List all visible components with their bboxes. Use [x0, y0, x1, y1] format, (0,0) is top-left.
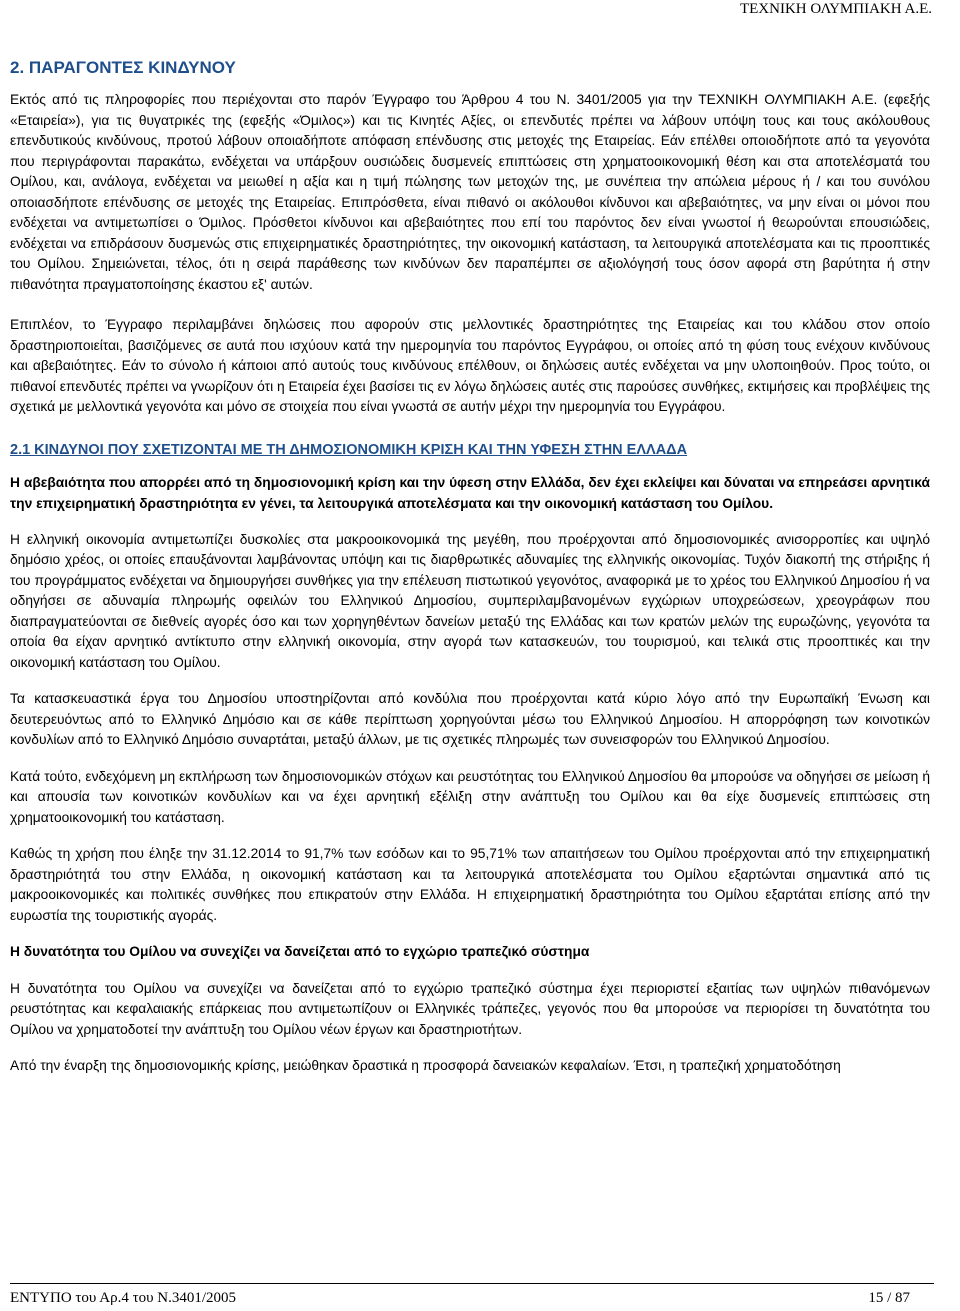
- bold-heading: Η δυνατότητα του Ομίλου να συνεχίζει να δανείζεται από το εγχώριο τραπεζικό σύστημα: [10, 944, 590, 959]
- paragraph: Η δυνατότητα του Ομίλου να συνεχίζει να δανείζεται από το εγχώριο τραπεζικό σύστημα έχει περιοριστεί εξαιτίας των υψηλών πιθανόμενων ρευστότητας και κεφαλαιακής επάρκειας που αντιμετωπίζουν οι Ελληνικές τράπεζες, γεγονός που θα μπορούσε να περιορίσει τη δυνατότητα του Ομίλου να χρηματοδοτεί την ανάπτυξη του Ομίλου νέων έργων και δραστηριοτήτων.: [10, 980, 930, 1037]
- paragraph: Από την έναρξη της δημοσιονομικής κρίσης, μειώθηκαν δραστικά η προσφορά δανειακών κεφαλαίων. Έτσι, η τραπεζική χρηματοδότηση: [10, 1058, 841, 1073]
- subsection-title: 2.1 ΚΙΝΔΥΝΟΙ ΠΟΥ ΣΧΕΤΙΖΟΝΤΑΙ ΜΕ ΤΗ ΔΗΜΟΣΙΟΝΟΜΙΚΗ ΚΡΙΣΗ ΚΑΙ ΤΗΝ ΥΦΕΣΗ ΣΤΗΝ ΕΛΛΑΔΑ: [10, 441, 688, 458]
- section-title: 2. ΠΑΡΑΓΟΝΤΕΣ ΚΙΝΔΥΝΟΥ: [10, 58, 236, 77]
- paragraph: Η ελληνική οικονομία αντιμετωπίζει δυσκολίες στα μακροοικονομικά της μεγέθη, που προέρχονται από δημοσιονομικές ανισορροπίες και υψηλό δημόσιο χρέος, οι οποίες επαυξάνονται λαμβάνοντας υπόψη και τις διαρθρωτικές αδυναμίες της ελληνικής οικονομίας. Τυχόν διακοπή της στήριξης ή του προγράμματος ενδέχεται να δημιουργήσει συνθήκες για την επέλευση πιστωτικού γεγονότος, αναφορικά με το χρέος του Ελληνικού Δημοσίου ή να οδηγήσει σε αδυναμία πληρωμής οφειλών του Ελληνικού Δημοσίου, συμπεριλαμβανομένων εγχώριων υποχρεώσεων, χρεογράφων που διαπραγματεύονται σε διεθνείς αγορές όσο και των χορηγηθέντων δανείων μεταξύ της Ελλάδας και των κρατών μελών της ευρωζώνης, γεγονότα τα οποία θα είχαν αρνητικό αντίκτυπο στην ελληνική οικονομία, στην αγορά των κατασκευών, του τουρισμού, και τελικά στις προοπτικές και την οικονομική κατάσταση του Ομίλου.: [10, 531, 930, 670]
- intro-paragraph: Εκτός από τις πληροφορίες που περιέχονται στο παρόν Έγγραφο του Άρθρου 4 του Ν. 3401/2005 για την ΤΕΧΝΙΚΗ ΟΛΥΜΠΙΑΚΗ Α.Ε. (εφεξής «Εταιρεία»), για τις θυγατρικές της (εφεξής «Όμιλος») και τις Κινητές Αξίες, οι επενδυτές πρέπει να λάβουν υπόψη τους και τους ακόλουθους επενδυτικούς κινδύνους, προτού λάβουν οποιαδήποτε απόφαση επένδυσης στις μετοχές της Εταιρείας. Εάν επέλθει οποιοδήποτε από τα γεγονότα που περιγράφονται παρακάτω, ενδέχεται να υπάρξουν ουσιώδεις δυσμενείς επιπτώσεις στη χρηματοοικονομική θέση και στα αποτελέσματά του Ομίλου, και, ανάλογα, ενδέχεται να μειωθεί η αξία και η τιμή πώλησης των μετοχών της, με συνέπεια την απώλεια μέρους ή / και του συνόλου οποιασδήποτε επένδυσης σε μετοχές της Εταιρείας. Επιπρόσθετα, είναι πιθανό οι ακόλουθοι κίνδυνοι και αβεβαιότητες, να μην είναι οι μόνοι που ενδέχεται να αντιμετωπίσει ο Όμιλος. Πρόσθετοι κίνδυνοι και αβεβαιότητες που επί του παρόντος δεν είναι γνωστοί ή θεωρούνται επουσιώδεις, ενδέχεται να επιδράσουν δυσμενώς στις επιχειρηματικές δραστηριότητες, την οικονομική κατάσταση, τα λειτουργικά αποτελέσματα και τις προοπτικές του Ομίλου. Σημειώνεται, τέλος, ότι η σειρά παράθεσης των κινδύνων δεν παραπέμπει σε αξιολόγησή τους όσον αφορά στη βαρύτητα ή στην πιθανότητα πραγματοποίησης έκαστου εξ' αυτών.: [10, 92, 930, 292]
- paragraph: Κατά τούτο, ενδεχόμενη μη εκπλήρωση των δημοσιονομικών στόχων και ρευστότητας του Ελληνικού Δημοσίου θα μπορούσε να οδηγήσει σε μείωση ή και απουσία των κοινοτικών κονδυλίων και να έχει αρνητική εξέλιξη στην ανάπτυξη του Ομίλου και θα είχε δυσμενείς επιπτώσεις στη χρηματοοικονομική του κατάσταση.: [10, 768, 930, 825]
- paragraph: Τα κατασκευαστικά έργα του Δημοσίου υποστηρίζονται από κονδύλια που προέρχονται κατά κύριο λόγο από την Ευρωπαϊκή Ένωση και δευτερευόντως από το Ελληνικό Δημόσιο και σε κάθε περίπτωση χορηγούνται μέσω του Ελληνικού Δημοσίου. Η απορρόφηση των κοινοτικών κονδυλίων από το Ελληνικό Δημόσιο συναρτάται, μεταξύ άλλων, με τις σχετικές πληρωμές των συνεισφορών του Ελληνικού Δημοσίου.: [10, 691, 930, 747]
- running-header: ΤΕΧΝΙΚΗ ΟΛΥΜΠΙΑΚΗ Α.Ε.: [739, 1, 932, 17]
- footer-divider: [10, 1283, 934, 1284]
- page-number: 15 / 87: [868, 1290, 910, 1306]
- page-footer: [10, 1289, 910, 1307]
- footer-document-label: ΕΝΤΥΠΟ του Αρ.4 του Ν.3401/2005: [10, 1290, 237, 1306]
- forward-looking-paragraph: Επιπλέον, το Έγγραφο περιλαμβάνει δηλώσεις που αφορούν στις μελλοντικές δραστηριότητες της Εταιρείας και του κλάδου στον οποίο δραστηριοποιείται, βασιζόμενες σε αυτά που ισχύουν κατά την ημερομηνία του παρόντος Εγγράφου, οι οποίες από τη φύση τους ενέχουν κινδύνους και αβεβαιότητες. Εάν το σύνολο ή κάποιοι από αυτούς τους κινδύνους επέλθουν, οι δηλώσεις αυτές ενδέχεται να μην υλοποιηθούν. Προς τούτο, οι πιθανοί επενδυτές πρέπει να γνωρίζουν ότι η Εταιρεία έχει βασίσει τις εν λόγω δηλώσεις αυτές στις παρούσες συνθήκες, εκτιμήσεις και προβλέψεις της σχετικά με μελλοντικά γεγονότα και μόνο σε στοιχεία που είναι γνωστά σε αυτήν μέχρι την ημερομηνία του Εγγράφου.: [10, 317, 930, 414]
- subsection-lead: Η αβεβαιότητα που απορρέει από τη δημοσιονομική κρίση και την ύφεση στην Ελλάδα, δεν έχει εκλείψει και δύναται να επηρεάσει αρνητικά την επιχειρηματική δραστηριότητα εν γένει, τα λειτουργικά αποτελέσματα και την οικονομική κατάσταση του Ομίλου.: [10, 474, 930, 511]
- paragraph: Καθώς τη χρήση που έληξε την 31.12.2014 το 91,7% των εσόδων και το 95,71% των απαιτήσεων του Ομίλου προέρχονται από την επιχειρηματική δραστηριότητά του στην Ελλάδα, η οικονομική κατάσταση και τα λειτουργικά αποτελέσματα του Ομίλου εξαρτώνται σημαντικά από τις μακροοικονομικές και πολιτικές συνθήκες που επικρατούν στην Ελλάδα. Η επιχειρηματική δραστηριότητα του Ομίλου εξαρτάται επίσης από την ευρωστία της τουριστικής αγοράς.: [10, 846, 930, 923]
- document-page: [10, 58, 930, 1077]
